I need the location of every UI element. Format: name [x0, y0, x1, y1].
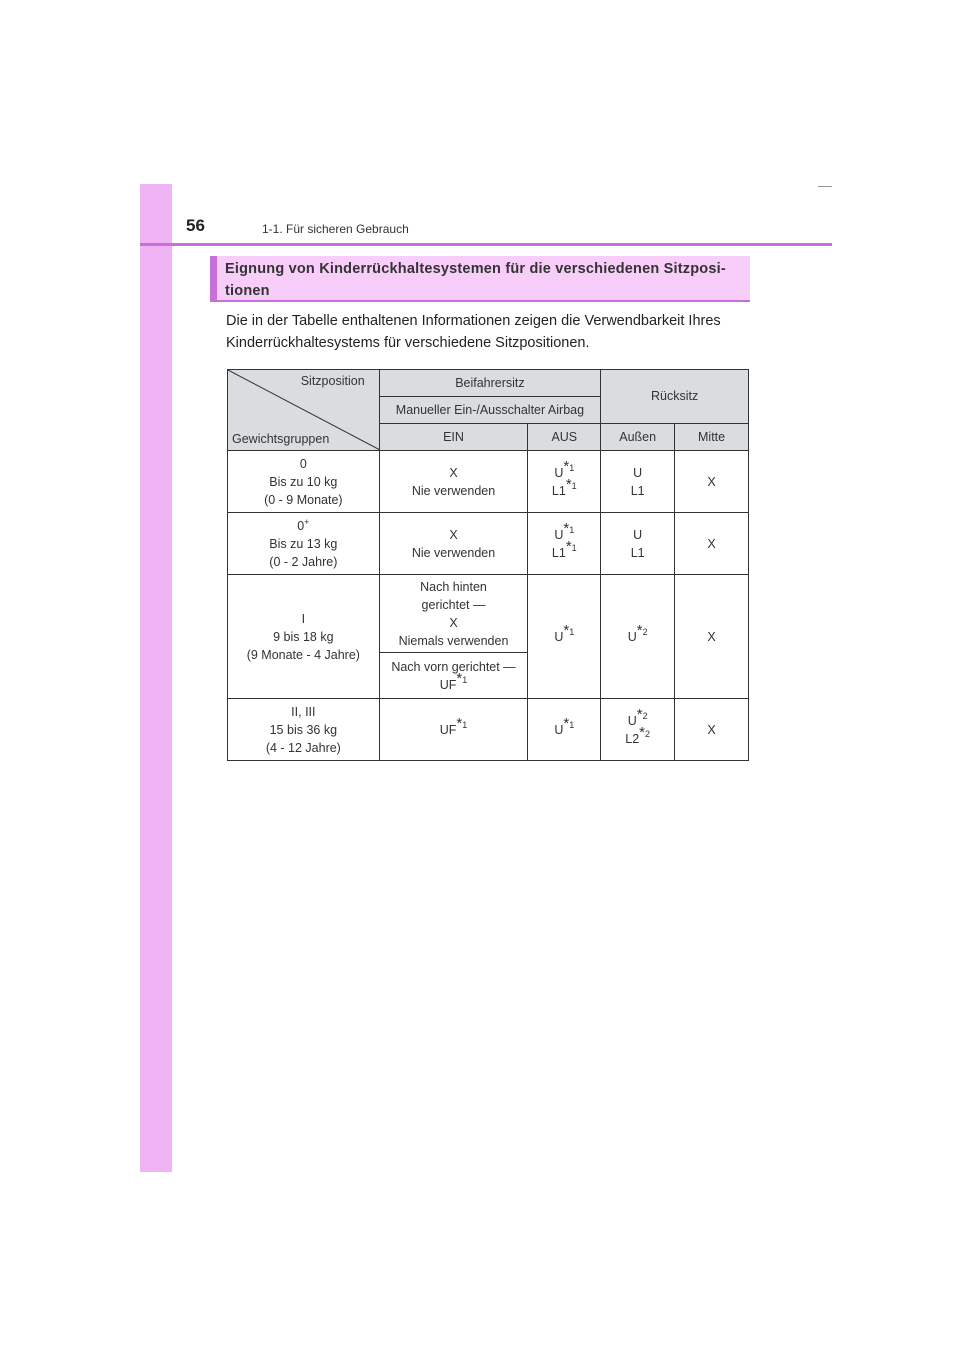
seat-suitability-table	[227, 369, 749, 761]
section-heading-box	[210, 256, 750, 302]
header-aussen: Außen	[601, 423, 675, 450]
section-title-line-2: tionen	[225, 283, 270, 299]
corner-label-gewichtsgruppen: Gewichtsgruppen	[232, 432, 330, 446]
header-mitte: Mitte	[675, 423, 749, 450]
aus-cell: $U^{*1}$ L1$^{*1}$	[528, 513, 601, 575]
mitte-cell: X	[675, 513, 749, 575]
section-title	[225, 258, 744, 302]
aussen-cell: $U^{*2}$	[601, 575, 675, 699]
aus-cell: $U^{*1}$ L1$^{*1}$	[528, 451, 601, 513]
header-rule	[140, 243, 832, 246]
aussen-cell: $U^{*2}$ L2$^{*2}$	[601, 699, 675, 761]
table-row	[228, 575, 749, 653]
mitte-cell: X	[675, 575, 749, 699]
ein-cell-rearward: Nach hinten gerichtet — X Niemals verwenden	[379, 575, 528, 653]
corner-mark	[818, 186, 832, 187]
header-aus: AUS	[528, 423, 601, 450]
page-sidebar-tab	[140, 184, 172, 1172]
chapter-title: 1-1. Für sicheren Gebrauch	[262, 222, 409, 236]
table-corner-cell	[228, 370, 380, 451]
aus-cell: $U^{*1}$	[528, 699, 601, 761]
group-cell: 0 Bis zu 10 kg (0 - 9 Monate)	[228, 451, 380, 513]
ein-cell: UF$^{*1}$	[379, 699, 528, 761]
intro-line-2: Kinderrückhaltesystems für verschiedene Sitzpositionen.	[226, 335, 590, 351]
aussen-cell: U L1	[601, 513, 675, 575]
table-row	[228, 699, 749, 761]
corner-label-sitzposition: Sitzposition	[300, 374, 365, 388]
aussen-cell: U L1	[601, 451, 675, 513]
intro-paragraph	[226, 310, 750, 354]
group-cell: I 9 bis 18 kg (9 Monate - 4 Jahre)	[228, 575, 380, 699]
group-cell: 0+ Bis zu 13 kg (0 - 2 Jahre)	[228, 513, 380, 575]
group-cell: II, III 15 bis 36 kg (4 - 12 Jahre)	[228, 699, 380, 761]
intro-line-1: Die in der Tabelle enthaltenen Informationen zeigen die Verwendbarkeit Ihres	[226, 313, 721, 329]
header-beifahrersitz: Beifahrersitz	[379, 370, 601, 397]
section-title-line-1: Eignung von Kinderrückhaltesystemen für die verschiedenen Sitzposi-	[225, 261, 726, 277]
ein-cell: X Nie verwenden	[379, 513, 528, 575]
ein-cell-forward: Nach vorn gerichtet — UF$^{*1}$	[379, 653, 528, 699]
mitte-cell: X	[675, 699, 749, 761]
header-airbag-switch: Manueller Ein-/Ausschalter Airbag	[379, 397, 601, 423]
ein-cell: X Nie verwenden	[379, 451, 528, 513]
aus-cell: $U^{*1}$	[528, 575, 601, 699]
page-number: 56	[186, 216, 205, 235]
table-row	[228, 451, 749, 513]
mitte-cell: X	[675, 451, 749, 513]
header-ein: EIN	[379, 423, 528, 450]
table-row	[228, 513, 749, 575]
header-ruecksitz: Rücksitz	[601, 370, 749, 424]
